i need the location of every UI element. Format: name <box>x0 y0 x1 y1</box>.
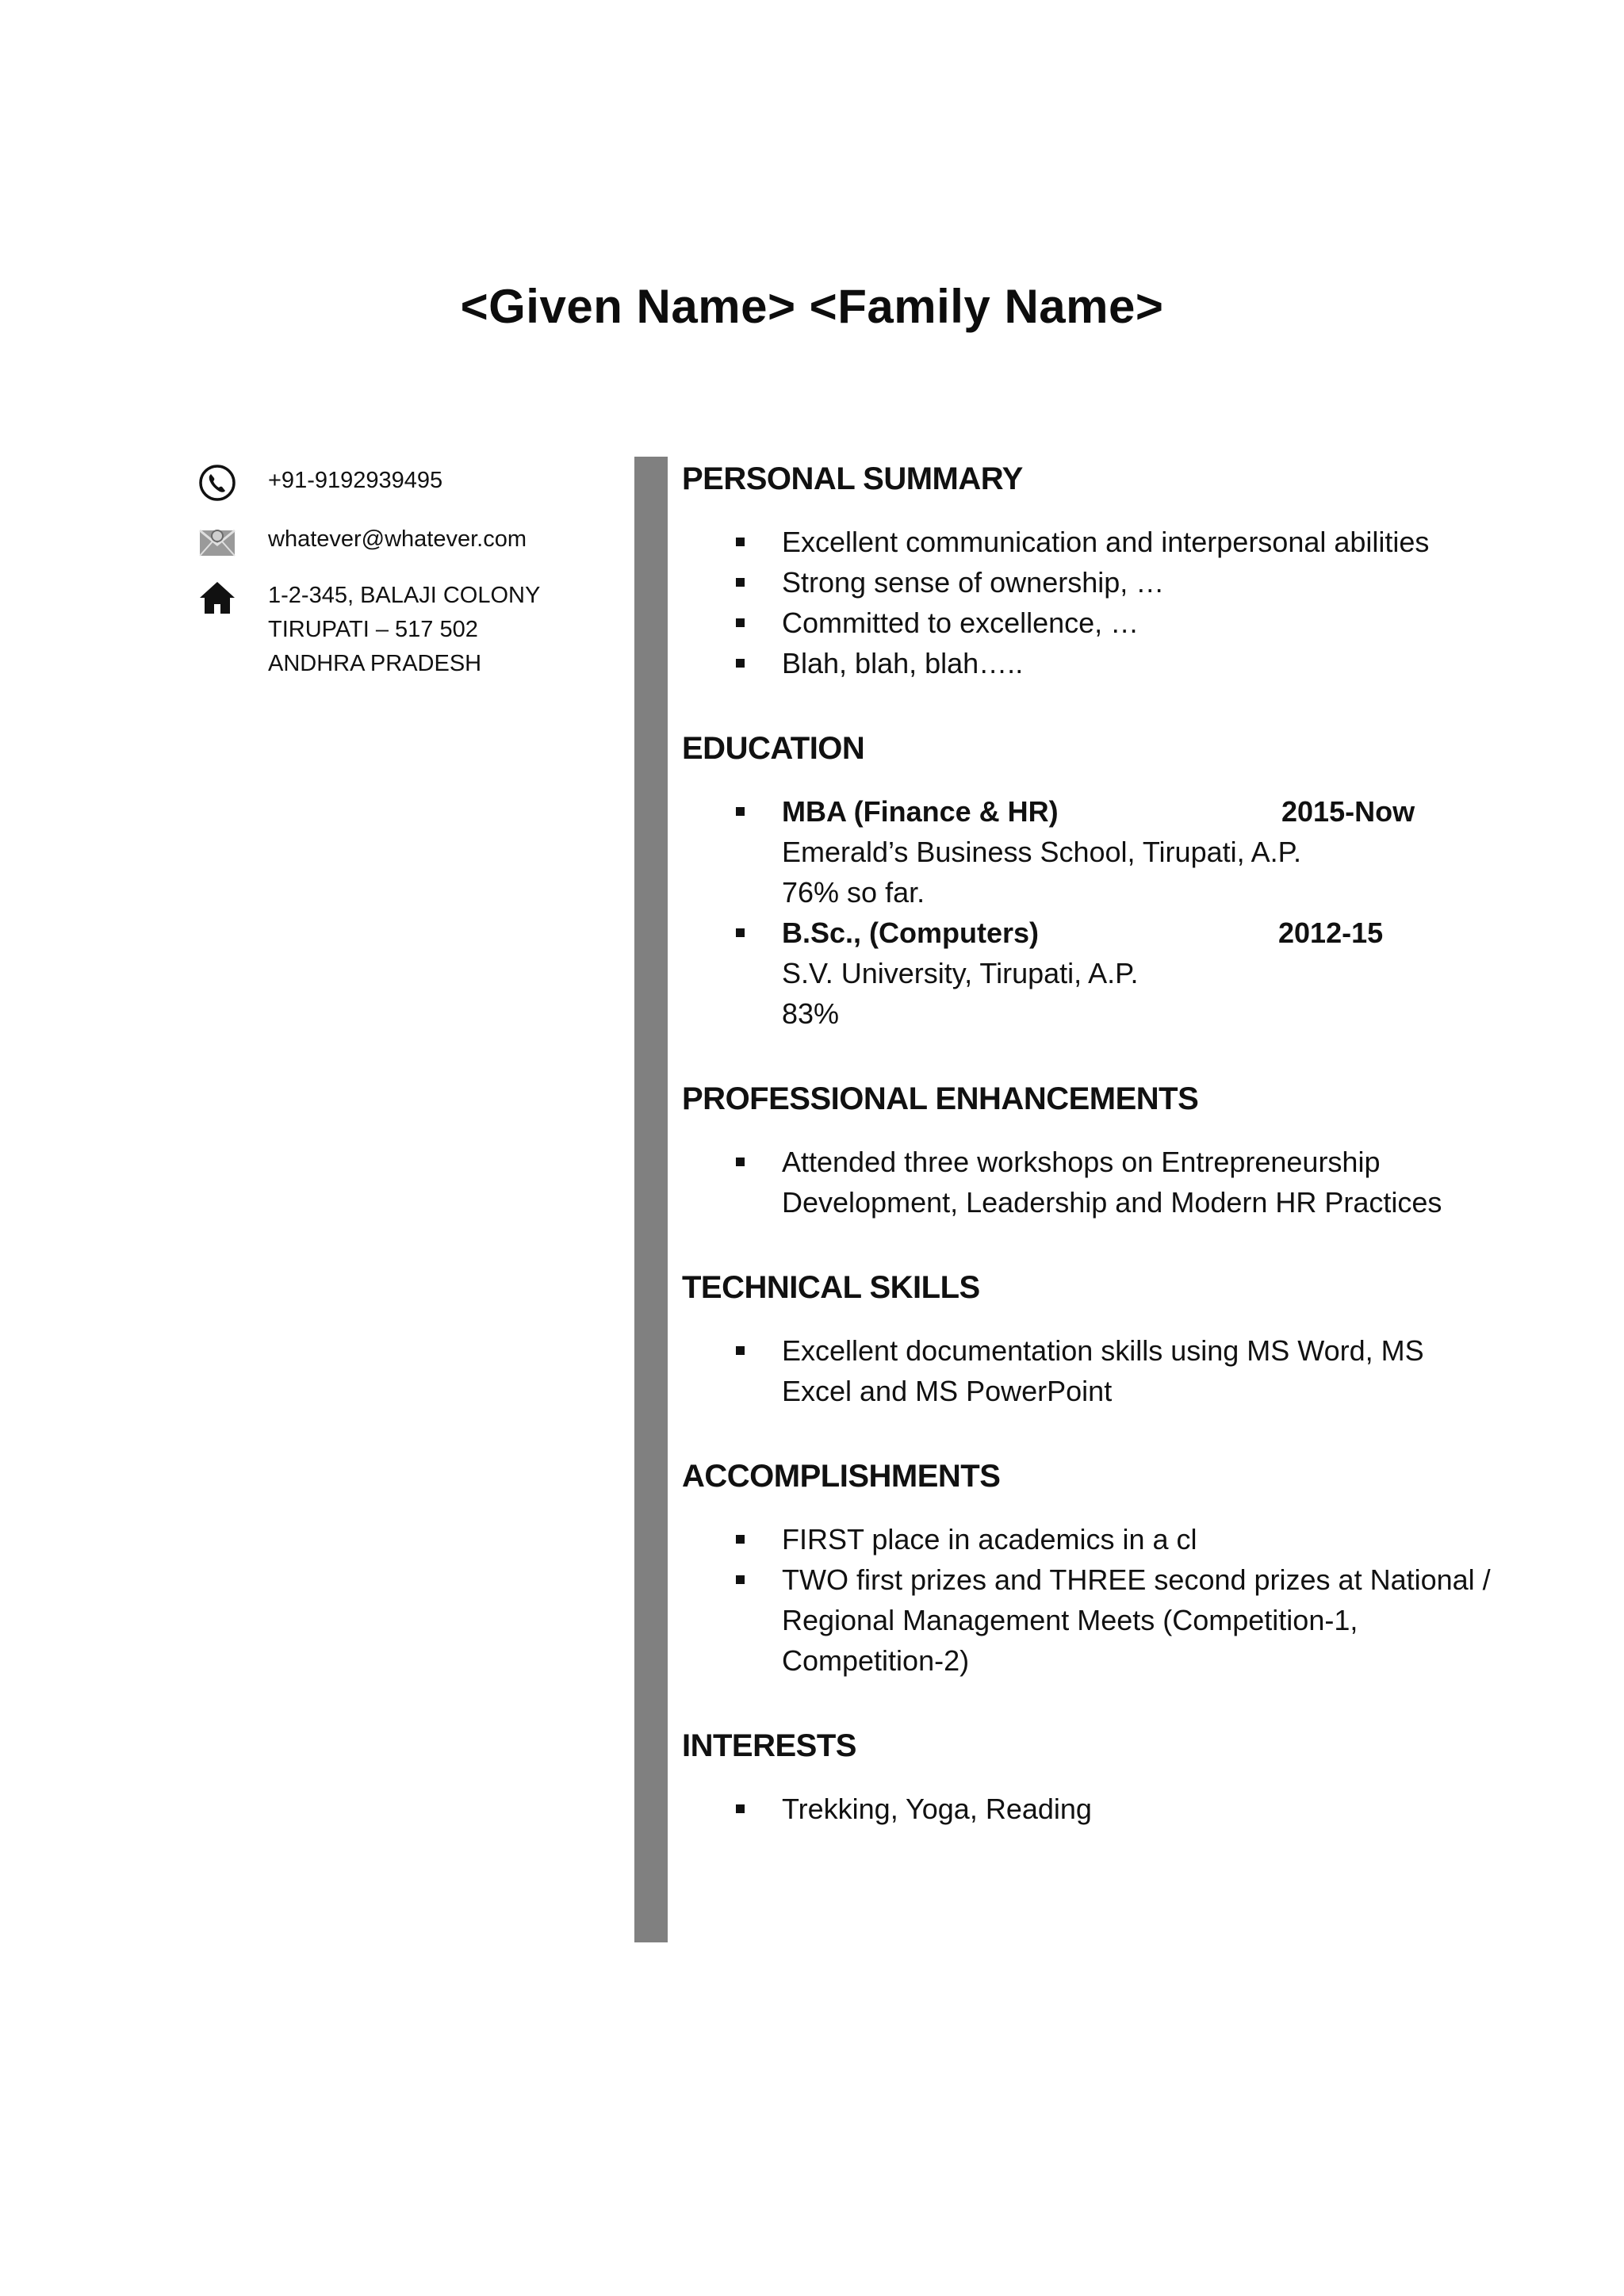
section-title: INTERESTS <box>682 1728 856 1763</box>
professional-enhancements-section <box>682 1080 1491 1223</box>
list-item: Excellent documentation skills using MS Word, MS Excel and MS PowerPoint <box>682 1330 1491 1411</box>
education-item <box>682 913 1491 1034</box>
list-item: Strong sense of ownership, … <box>682 562 1491 603</box>
list-item: Trekking, Yoga, Reading <box>682 1789 1491 1829</box>
degree: MBA (Finance & HR) <box>782 795 1059 828</box>
phone-icon <box>198 464 236 502</box>
email-icon <box>198 522 236 561</box>
email-address[interactable]: whatever@whatever.com <box>268 526 527 552</box>
degree: B.Sc., (Computers) <box>782 916 1040 949</box>
phone-number[interactable]: +91-9192939495 <box>268 468 443 493</box>
institution: S.V. University, Tirupati, A.P. <box>782 957 1139 989</box>
score: 83% <box>782 997 840 1030</box>
education-item <box>682 791 1491 913</box>
address-line: ANDHRA PRADESH <box>268 651 482 676</box>
degree-year: 2015-Now <box>1281 795 1415 828</box>
address-line: 1-2-345, BALAJI COLONY <box>268 583 541 608</box>
contact-email <box>198 522 527 561</box>
list-item: TWO first prizes and THREE second prizes at National / Regional Management Meets (Competition-1, Competition-2) <box>682 1559 1491 1681</box>
section-title: TECHNICAL SKILLS <box>682 1270 980 1305</box>
education-section <box>682 729 1491 1034</box>
list-item: Attended three workshops on Entrepreneurship Development, Leadership and Modern HR Practices <box>682 1142 1491 1223</box>
list-item: Blah, blah, blah….. <box>682 643 1491 683</box>
personal-summary-section <box>682 460 1491 683</box>
interests-section <box>682 1727 1491 1829</box>
contact-phone <box>198 464 442 502</box>
section-title: ACCOMPLISHMENTS <box>682 1459 1001 1494</box>
home-icon <box>198 579 236 617</box>
list-item: FIRST place in academics in a cl <box>682 1519 1491 1559</box>
degree-year: 2012-15 <box>1278 916 1384 949</box>
list-item: Excellent communication and interpersonal abilities <box>682 522 1491 562</box>
score: 76% so far. <box>782 876 925 909</box>
page-title: <Given Name> <Family Name> <box>460 280 1164 333</box>
technical-skills-section <box>682 1269 1491 1411</box>
list-item: Committed to excellence, … <box>682 603 1491 643</box>
divider-bar <box>634 457 668 1942</box>
accomplishments-section <box>682 1457 1491 1681</box>
address-line: TIRUPATI – 517 502 <box>268 617 478 642</box>
main-content <box>682 460 1491 1875</box>
section-title: PERSONAL SUMMARY <box>682 461 1023 496</box>
institution: Emerald’s Business School, Tirupati, A.P. <box>782 836 1302 868</box>
section-title: PROFESSIONAL ENHANCEMENTS <box>682 1081 1199 1116</box>
section-title: EDUCATION <box>682 731 865 766</box>
contact-address <box>198 579 540 681</box>
